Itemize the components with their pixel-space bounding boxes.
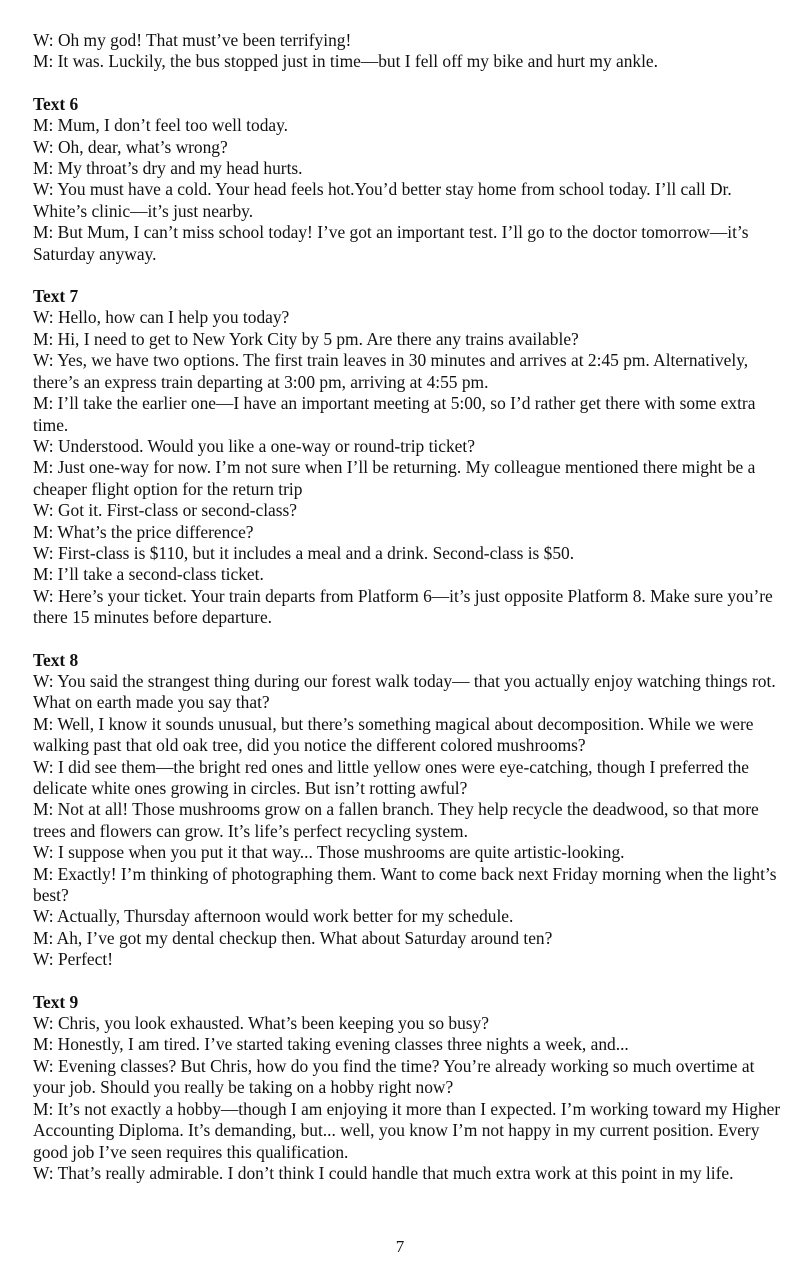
dialogue-line: W: Here’s your ticket. Your train departs from Platform 6—it’s just opposite Platform 8. Make sure you’re there 15 minutes before departure. [33, 585, 773, 628]
dialogue-line: M: It was. Luckily, the bus stopped just in time—but I fell off my bike and hurt my ankle. [33, 51, 659, 72]
section-heading: Text 6 [33, 93, 79, 114]
dialogue-line: M: Exactly! I’m thinking of photographing them. Want to come back next Friday morning when the light’s best? [33, 863, 777, 906]
dialogue-line: W: Understood. Would you like a one-way or round-trip ticket? [33, 435, 475, 456]
intro-dialogue [33, 30, 785, 73]
dialogue-line: M: Ah, I’ve got my dental checkup then. What about Saturday around ten? [33, 927, 553, 948]
dialogue-line: W: I suppose when you put it that way... Those mushrooms are quite artistic-looking. [33, 842, 625, 863]
dialogue-line: M: Just one-way for now. I’m not sure when I’ll be returning. My colleague mentioned there might be a cheaper flight option for the return trip [33, 457, 756, 499]
dialogue-line: W: Evening classes? But Chris, how do you find the time? You’re already working so much overtime at your job. Should you really be taking on a hobby right now? [33, 1055, 755, 1098]
dialogue-line: W: Hello, how can I help you today? [33, 307, 290, 328]
dialogue-line: W: Got it. First-class or second-class? [33, 500, 298, 521]
dialogue-line: M: I’ll take the earlier one—I have an important meeting at 5:00, so I’d rather get there with some extra time. [33, 393, 756, 435]
dialogue-line: M: Mum, I don’t feel too well today. [33, 115, 289, 136]
section-heading: Text 8 [33, 649, 79, 670]
page-number: 7 [395, 1237, 405, 1256]
dialogue-line: W: Perfect! [33, 949, 113, 970]
dialogue-line: W: Chris, you look exhausted. What’s been keeping you so busy? [33, 1013, 489, 1034]
dialogue-line: M: Not at all! Those mushrooms grow on a fallen branch. They help recycle the deadwood, so that more trees and flowers can grow. It’s life’s perfect recycling system. [33, 799, 759, 841]
dialogue-line: W: Oh my god! That must’ve been terrifying! [33, 30, 352, 50]
text-6-section [33, 94, 785, 265]
dialogue-line: W: You must have a cold. Your head feels hot.You’d better stay home from school today. I’ll call Dr. White’s clinic—it’s just nearby. [33, 179, 732, 221]
dialogue-line: W: First-class is $110, but it includes a meal and a drink. Second-class is $50. [33, 542, 575, 563]
dialogue-line: M: What’s the price difference? [33, 521, 254, 542]
dialogue-line: W: That’s really admirable. I don’t think I could handle that much extra work at this point in my life. [33, 1162, 734, 1183]
text-7-section [33, 286, 785, 629]
dialogue-line: W: Actually, Thursday afternoon would work better for my schedule. [33, 906, 514, 927]
dialogue-line: M: It’s not exactly a hobby—though I am enjoying it more than I expected. I’m working toward my Higher Accounting Diploma. It’s demanding, but... well, you know I’m not happy in my current position. Every good job I’ve seen requires this qualification. [33, 1098, 781, 1162]
document-page [33, 30, 785, 1184]
dialogue-line: M: My throat’s dry and my head hurts. [33, 158, 303, 179]
section-heading: Text 9 [33, 991, 79, 1012]
section-heading: Text 7 [33, 286, 79, 307]
dialogue-line: W: You said the strangest thing during our forest walk today— that you actually enjoy watching things rot. What on earth made you say that? [33, 670, 776, 713]
text-9-section [33, 992, 785, 1185]
dialogue-line: M: Well, I know it sounds unusual, but there’s something magical about decomposition. While we were walking past that old oak tree, did you notice the different colored mushrooms? [33, 713, 754, 756]
dialogue-line: M: Honestly, I am tired. I’ve started taking evening classes three nights a week, and... [33, 1034, 629, 1055]
dialogue-line: W: Oh, dear, what’s wrong? [33, 136, 228, 157]
dialogue-line: M: But Mum, I can’t miss school today! I’ve got an important test. I’ll go to the doctor tomorrow—it’s Saturday anyway. [33, 222, 749, 264]
text-8-section [33, 650, 785, 971]
dialogue-line: M: I’ll take a second-class ticket. [33, 564, 264, 585]
dialogue-line: M: Hi, I need to get to New York City by 5 pm. Are there any trains available? [33, 328, 579, 349]
dialogue-line: W: I did see them—the bright red ones and little yellow ones were eye-catching, though I preferred the delicate white ones growing in circles. But isn’t rotting awful? [33, 756, 749, 798]
dialogue-line: W: Yes, we have two options. The first train leaves in 30 minutes and arrives at 2:45 pm. Alternatively, there’s an express train departing at 3:00 pm, arriving at 4:55 pm. [33, 350, 749, 392]
